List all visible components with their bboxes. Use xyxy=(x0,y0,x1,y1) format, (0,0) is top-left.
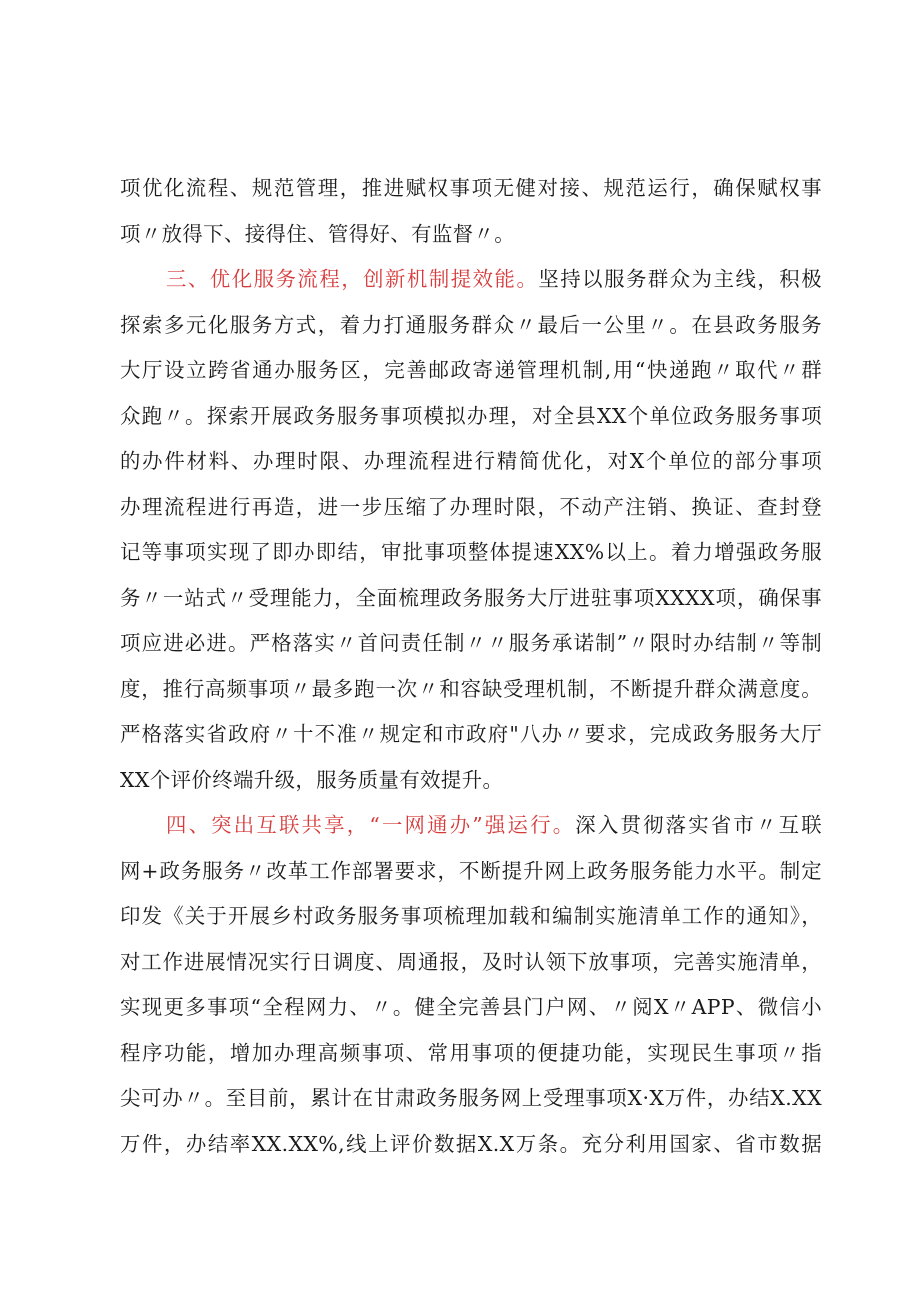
section-4-first-line xyxy=(120,803,822,849)
text-line: 尖可办〃。至目前，累计在甘肃政务服务网上受理事项X·X万件，办结X.XX xyxy=(120,1086,822,1110)
text-line: 记等事项实现了即办即结，审批事项整体提速XX%以上。着力增强政务服 xyxy=(120,540,822,564)
text-line: 对工作进展情况实行日调度、周通报，及时认领下放事项，完善实施清单， xyxy=(120,949,822,974)
text-line: 务〃一站式〃受理能力，全面梳理政务服务大厅进驻事项XXXX项，确保事 xyxy=(120,585,822,610)
section-3-first-line xyxy=(120,257,822,303)
text-line: 度，推行高频事项〃最多跑一次〃和容缺受理机制，不断提升群众满意度。 xyxy=(120,676,822,701)
text-line: 实现更多事项“全程网力、〃。健全完善县门户网、〃阅X〃APP、微信小 xyxy=(120,995,822,1019)
section-3-heading: 三、优化服务流程，创新机制提效能。 xyxy=(166,267,539,291)
text-line: 的办件材料、办理时限、办理流程进行精简优化，对X个单位的部分事项 xyxy=(120,449,822,473)
text-line: 印发《关于开展乡村政务服务事项梳理加载和编制实施清单工作的通知》， xyxy=(120,904,822,928)
text-line: 项〃放得下、接得住、管得好、有监督〃。 xyxy=(120,221,516,246)
text-line: 探索多元化服务方式，着力打通服务群众〃最后一公里〃。在县政务服务 xyxy=(120,312,822,337)
document-body xyxy=(120,166,822,1167)
text-line: 办理流程进行再造，进一步压缩了办理时限，不动产注销、换证、查封登 xyxy=(120,494,822,519)
text-line: 程序功能，增加办理高频事项、常用事项的便捷功能，实现民生事项〃指 xyxy=(120,1040,822,1065)
text-line: 项优化流程、规范管理，推进赋权事项无健对接、规范运行，确保赋权事 xyxy=(120,176,822,200)
text-line: 众跑〃。探索开展政务服务事项模拟办理，对全县XX个单位政务服务事项 xyxy=(120,403,822,428)
text-line: 严格落实省政府〃十不准〃规定和市政府"八办〃要求，完成政务服务大厅 xyxy=(120,722,822,746)
text-line: 大厅设立跨省通办服务区，完善邮政寄递管理机制,用“快递跑〃取代〃群 xyxy=(120,358,822,382)
section-3-first-line-text: 坚持以服务群众为主线，积极 xyxy=(538,267,822,291)
text-line: 万件，办结率XX.XX%,线上评价数据X.X万条。充分利用国家、省市数据 xyxy=(120,1131,822,1156)
section-4-heading: 四、突出互联共享，“一网通办”强运行。 xyxy=(166,813,576,837)
section-4-first-line-text: 深入贯彻落实省市〃互联 xyxy=(575,813,822,837)
text-line: XX个评价终端升级，服务质量有效提升。 xyxy=(120,767,504,792)
text-line: 网+政务服务〃改革工作部署要求，不断提升网上政务服务能力水平。制定 xyxy=(120,858,822,883)
text-line: 项应进必进。严格落实〃首问责任制〃〃服务承诺制”〃限时办结制〃等制 xyxy=(120,631,822,655)
